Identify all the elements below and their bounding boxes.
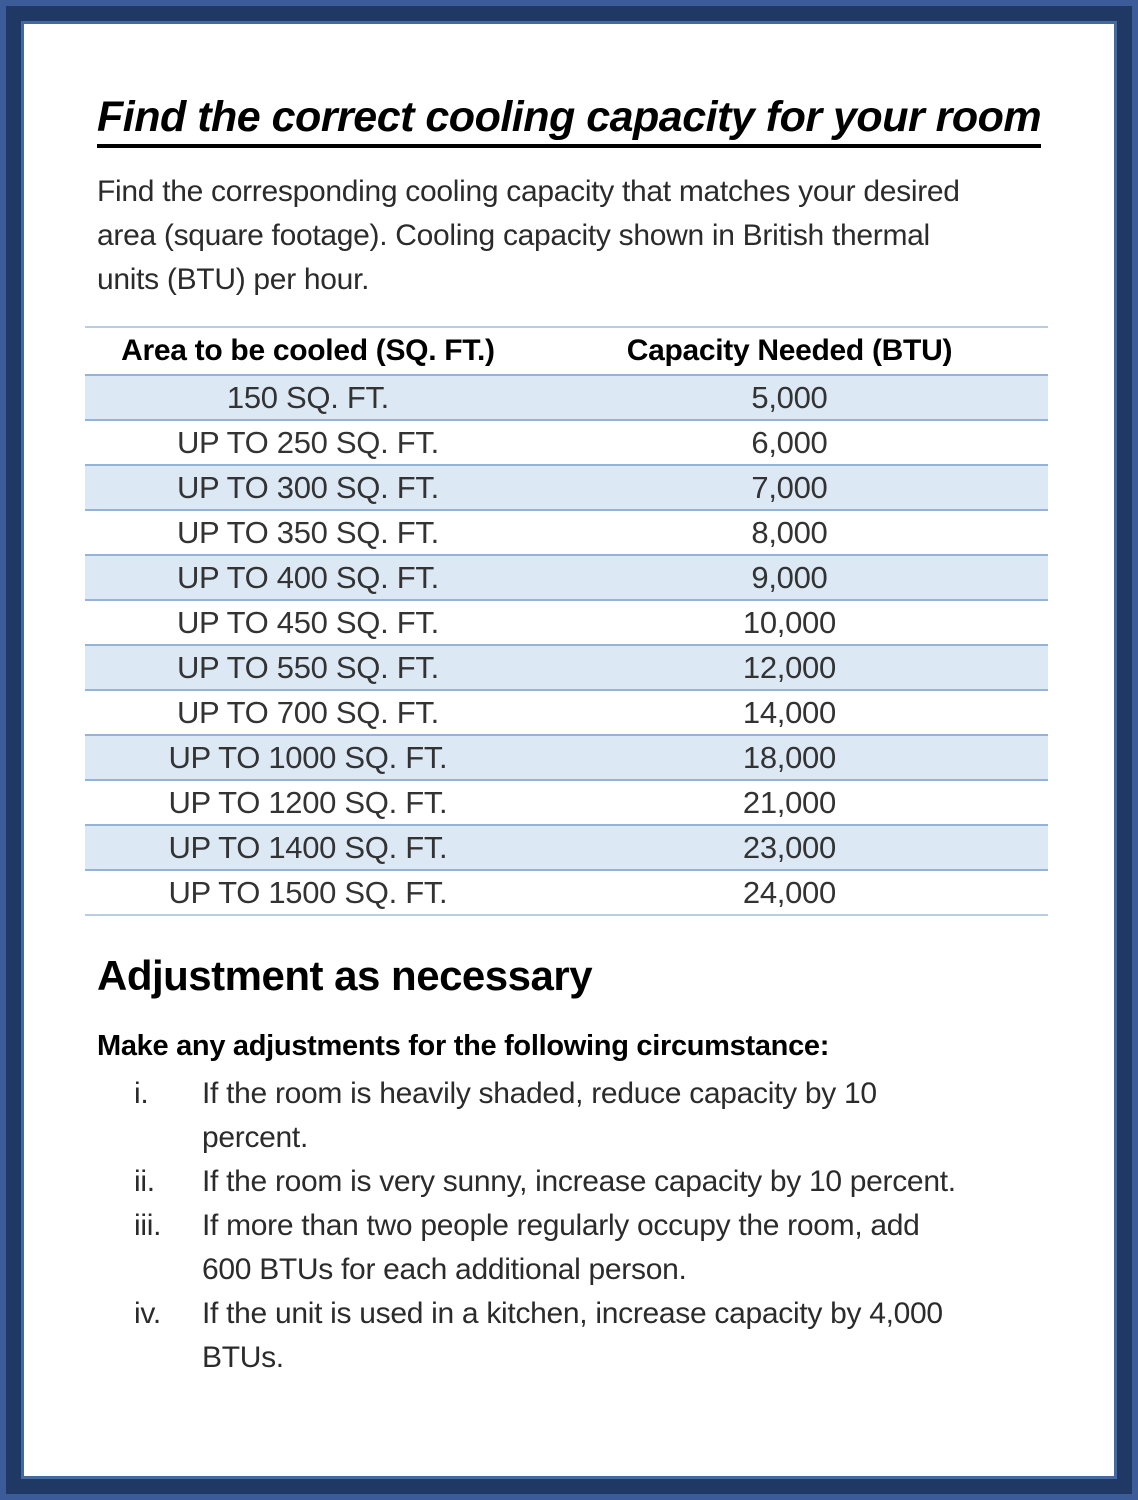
capacity-cell: 18,000 — [531, 735, 1048, 780]
table-row — [85, 690, 1048, 735]
table-row — [85, 465, 1048, 510]
list-item-line: BTUs. — [202, 1341, 284, 1375]
col-header-area: Area to be cooled (SQ. FT.) — [85, 327, 531, 375]
col-header-capacity: Capacity Needed (BTU) — [531, 327, 1048, 375]
area-cell: UP TO 550 SQ. FT. — [85, 645, 531, 690]
area-cell: UP TO 1500 SQ. FT. — [85, 870, 531, 915]
list-marker: iii. — [134, 1209, 162, 1243]
list-item-line: percent. — [202, 1121, 308, 1155]
adjustments-lead: Make any adjustments for the following circumstance: — [97, 1030, 830, 1063]
table-row — [85, 735, 1048, 780]
section-heading: Adjustment as necessary — [97, 952, 593, 1000]
capacity-cell: 6,000 — [531, 420, 1048, 465]
capacity-table — [85, 326, 1048, 916]
adjustments-list — [97, 1072, 1054, 1380]
list-marker: i. — [134, 1077, 149, 1111]
header-row — [85, 327, 1048, 375]
capacity-cell: 23,000 — [531, 825, 1048, 870]
capacity-cell: 7,000 — [531, 465, 1048, 510]
area-cell: UP TO 400 SQ. FT. — [85, 555, 531, 600]
list-item-text — [202, 1204, 920, 1292]
list-item-line: If more than two people regularly occupy the room, add — [202, 1209, 920, 1243]
list-item-text — [202, 1072, 877, 1160]
adjustment-item — [97, 1204, 1054, 1292]
area-cell: UP TO 1400 SQ. FT. — [85, 825, 531, 870]
area-cell: UP TO 1000 SQ. FT. — [85, 735, 531, 780]
intro-line: Find the corresponding cooling capacity that matches your desired — [97, 175, 960, 209]
area-cell: 150 SQ. FT. — [85, 375, 531, 420]
area-cell: UP TO 700 SQ. FT. — [85, 690, 531, 735]
area-cell: UP TO 300 SQ. FT. — [85, 465, 531, 510]
table-row — [85, 420, 1048, 465]
list-item-line: If the room is very sunny, increase capacity by 10 percent. — [202, 1165, 956, 1199]
table-row — [85, 780, 1048, 825]
adjustment-item — [97, 1160, 1054, 1204]
capacity-table-body — [85, 375, 1048, 915]
capacity-cell: 9,000 — [531, 555, 1048, 600]
page-title — [97, 94, 1054, 148]
table-row — [85, 870, 1048, 915]
list-item-text — [202, 1292, 943, 1380]
capacity-cell: 8,000 — [531, 510, 1048, 555]
area-cell: UP TO 450 SQ. FT. — [85, 600, 531, 645]
table-row — [85, 825, 1048, 870]
table-row — [85, 510, 1048, 555]
list-item-line: If the unit is used in a kitchen, increase capacity by 4,000 — [202, 1297, 943, 1331]
table-row — [85, 555, 1048, 600]
intro-paragraph — [97, 170, 1054, 302]
capacity-cell: 5,000 — [531, 375, 1048, 420]
intro-line: area (square footage). Cooling capacity shown in British thermal — [97, 219, 930, 253]
document-page — [21, 21, 1117, 1479]
capacity-table-header — [85, 327, 1048, 375]
list-marker: ii. — [134, 1165, 155, 1199]
table-row — [85, 645, 1048, 690]
table-row — [85, 600, 1048, 645]
list-item-line: If the room is heavily shaded, reduce capacity by 10 — [202, 1077, 877, 1111]
capacity-cell: 24,000 — [531, 870, 1048, 915]
table-row — [85, 375, 1048, 420]
page-title-text: Find the correct cooling capacity for your room — [97, 94, 1041, 148]
list-item-text — [202, 1160, 956, 1204]
adjustment-item — [97, 1072, 1054, 1160]
list-item-line: 600 BTUs for each additional person. — [202, 1253, 687, 1287]
capacity-cell: 12,000 — [531, 645, 1048, 690]
area-cell: UP TO 350 SQ. FT. — [85, 510, 531, 555]
list-marker: iv. — [134, 1297, 161, 1331]
area-cell: UP TO 250 SQ. FT. — [85, 420, 531, 465]
intro-line: units (BTU) per hour. — [97, 263, 370, 297]
page-border-navy-band — [6, 6, 1132, 1494]
capacity-cell: 10,000 — [531, 600, 1048, 645]
adjustment-item — [97, 1292, 1054, 1380]
area-cell: UP TO 1200 SQ. FT. — [85, 780, 531, 825]
capacity-cell: 21,000 — [531, 780, 1048, 825]
capacity-cell: 14,000 — [531, 690, 1048, 735]
